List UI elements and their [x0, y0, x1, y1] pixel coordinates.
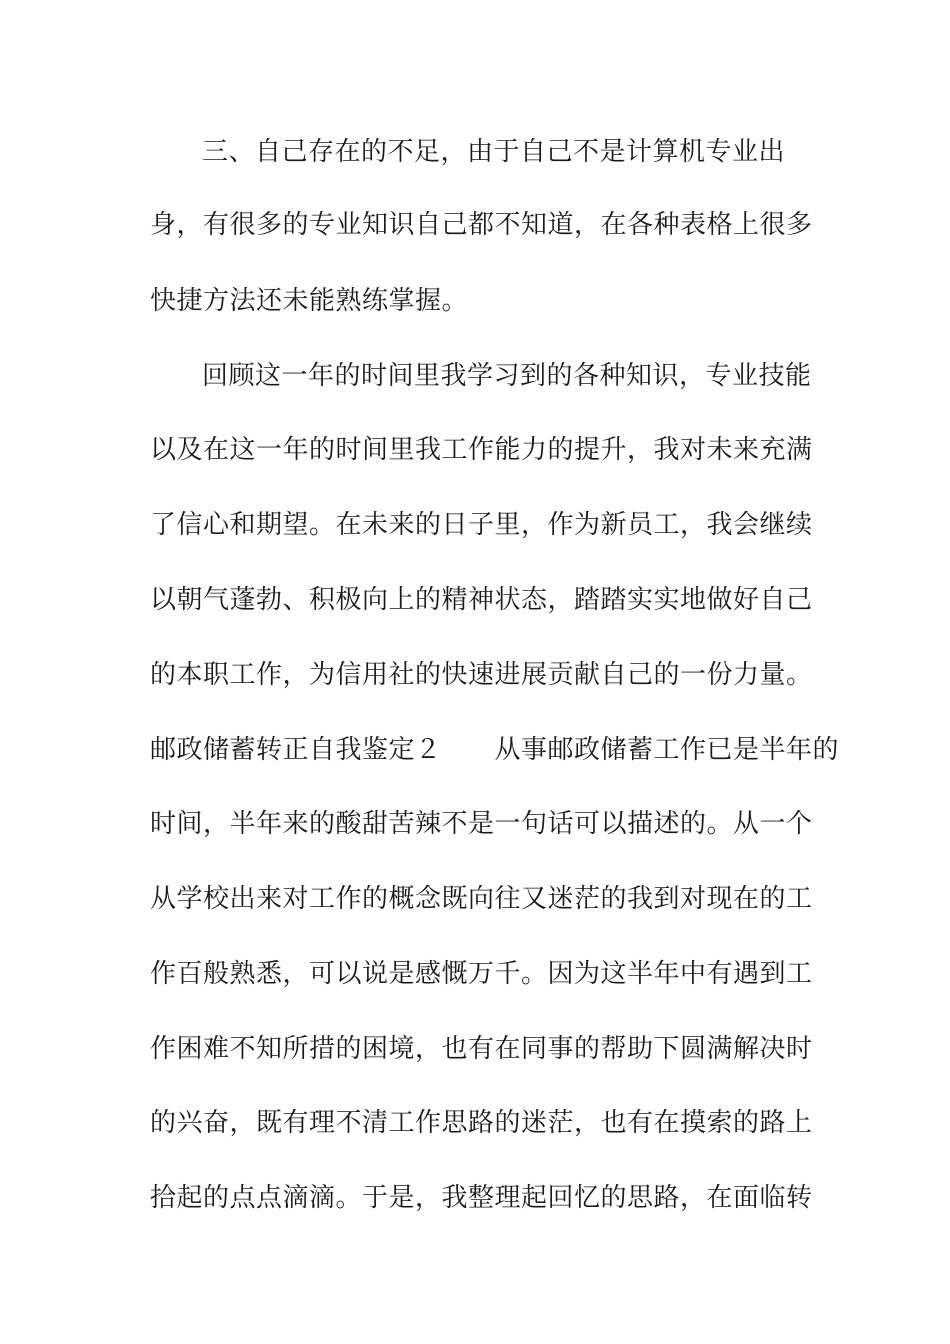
text-line: 快捷方法还未能熟练掌握。 — [150, 286, 469, 316]
text-line: 拾起的点点滴滴。于是，我整理起回忆的思路，在面临转 — [150, 1183, 813, 1213]
section-heading-line: 邮政储蓄转正自我鉴定２ 从事邮政储蓄工作已是半年的 — [150, 735, 840, 765]
text-line: 以及在这一年的时间里我工作能力的提升，我对未来充满 — [150, 435, 813, 465]
text-line: 三、自己存在的不足，由于自己不是计算机专业出 — [202, 137, 786, 167]
text-line: 作百般熟悉，可以说是感慨万千。因为这半年中有遇到工 — [150, 959, 813, 989]
text-line: 时间，半年来的酸甜苦辣不是一句话可以描述的。从一个 — [150, 809, 813, 839]
text-line: 回顾这一年的时间里我学习到的各种知识，专业技能 — [202, 361, 812, 391]
text-line: 了信心和期望。在未来的日子里，作为新员工，我会继续 — [150, 510, 813, 540]
text-line: 以朝气蓬勃、积极向上的精神状态，踏踏实实地做好自己 — [150, 585, 813, 615]
text-line: 身，有很多的专业知识自己都不知道，在各种表格上很多 — [150, 210, 813, 240]
text-line: 的兴奋，既有理不清工作思路的迷茫，也有在摸索的路上 — [150, 1108, 813, 1138]
text-line: 的本职工作，为信用社的快速进展贡献自己的一份力量。 — [150, 660, 813, 690]
text-line: 作困难不知所措的困境，也有在同事的帮助下圆满解决时 — [150, 1034, 813, 1064]
text-line: 从学校出来对工作的概念既向往又迷茫的我到对现在的工 — [150, 884, 813, 914]
